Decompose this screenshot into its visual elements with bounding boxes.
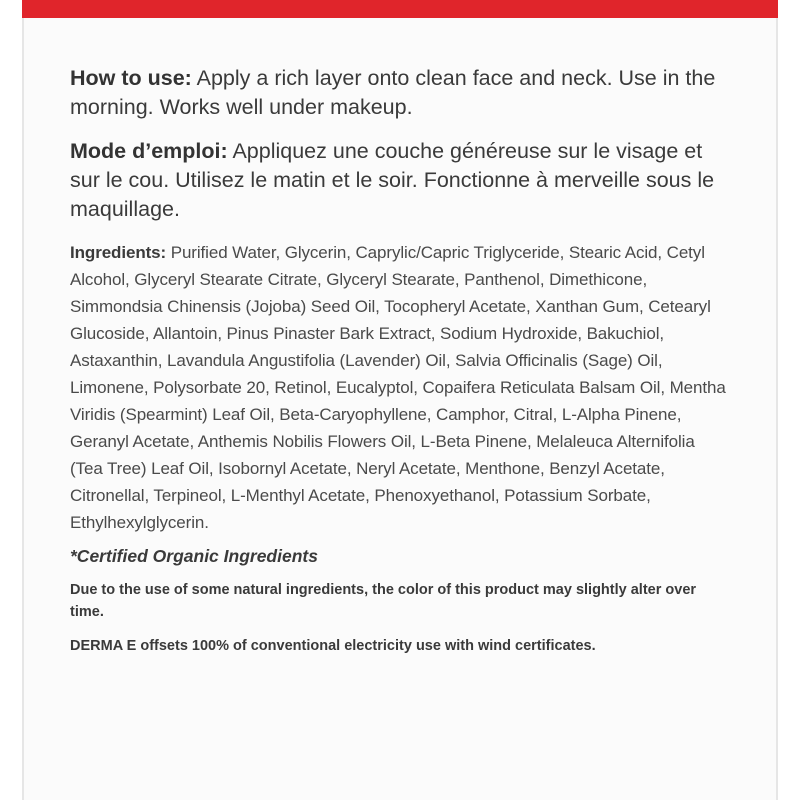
mode-emploi-text: Appliquez une couche généreuse sur le visage et sur le cou. Utilisez le matin et le soir. Fonctionne à merveille sous le maquillage. bbox=[70, 139, 715, 221]
ingredients-text: Purified Water, Glycerin, Caprylic/Capric Triglyceride, Stearic Acid, Cetyl Alcohol, Glyceryl Stearate Citrate, Glyceryl Stearate, Panthenol, Dimethicone, Simmondsia Chinensis (Jojoba) Seed Oil, Tocopheryl Acetate, Xanthan Gum, Cetearyl Glucoside, Allantoin, Pinus Pinaster Bark Extract, Sodium Hydroxide, Bakuchiol, Astaxanthin, Lavandula Angustifolia (Lavender) Oil, Salvia Officinalis (Sage) Oil, Limonene, Polysorbate 20, Retinol, Eucalyptol, Copaifera Reticulata Balsam Oil, Mentha Viridis (Spearmint) Leaf Oil, Beta-Caryophyllene, Camphor, Citral, L-Alpha Pinene, Geranyl Acetate, Anthemis Nobilis Flowers Oil, L-Beta Pinene, Melaleuca Alternifolia (Tea Tree) Leaf Oil, Isobornyl Acetate, Neryl Acetate, Menthone, Benzyl Acetate, Citronellal, Terpineol, L-Menthyl Acetate, Phenoxyethanol, Potassium Sorbate, Ethylhexylglycerin. bbox=[70, 243, 726, 532]
right-margin bbox=[778, 0, 800, 800]
energy-note: DERMA E offsets 100% of conventional electricity use with wind certificates. bbox=[70, 638, 596, 654]
how-to-use-paragraph bbox=[70, 64, 730, 122]
ingredients-paragraph bbox=[70, 239, 730, 536]
how-to-use-text: Apply a rich layer onto clean face and neck. Use in the morning. Works well under makeup. bbox=[70, 66, 716, 119]
label-content bbox=[70, 64, 730, 669]
organic-note: *Certified Organic Ingredients bbox=[70, 546, 318, 566]
left-margin bbox=[0, 0, 22, 800]
ingredients-label: Ingredients: bbox=[70, 243, 167, 262]
mode-emploi-label: Mode d’emploi: bbox=[70, 139, 228, 163]
how-to-use-label: How to use: bbox=[70, 66, 192, 90]
red-top-band bbox=[22, 0, 778, 18]
color-note: Due to the use of some natural ingredients, the color of this product may slightly alter over time. bbox=[70, 582, 697, 620]
mode-emploi-paragraph bbox=[70, 137, 730, 224]
